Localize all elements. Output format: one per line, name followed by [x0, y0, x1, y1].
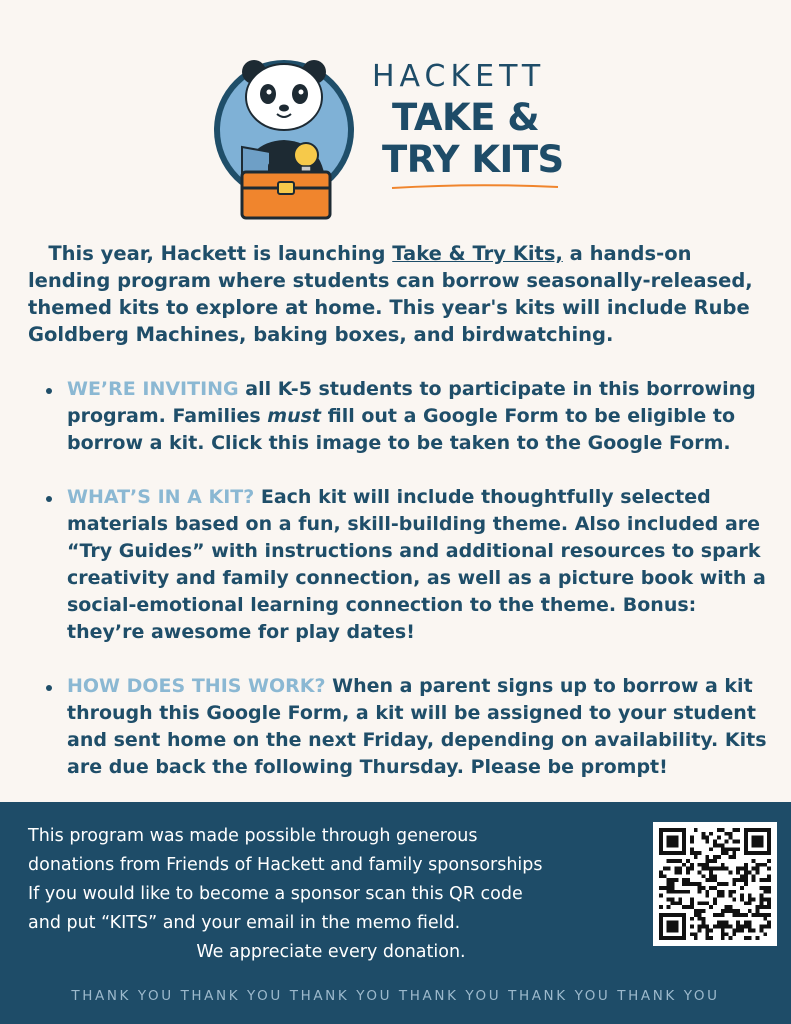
- brand-line-take: TAKE &: [392, 96, 540, 139]
- bullet-dot-icon: [46, 388, 52, 394]
- brand-line-hackett: HACKETT: [372, 59, 546, 94]
- bullet-heading: WE’RE INVITING: [67, 378, 239, 400]
- sponsor-footer: [0, 802, 791, 1024]
- bullet-heading: HOW DOES THIS WORK?: [67, 675, 326, 697]
- appreciation-line: We appreciate every donation.: [196, 942, 466, 962]
- bullet-text: fill out a Google Form to be eligible to borrow a kit. Click this image to be taken to the Google Form.: [67, 405, 736, 454]
- brand-title: [368, 58, 608, 180]
- sponsor-line: and put “KITS” and your email in the memo field.: [28, 913, 461, 933]
- sponsor-message: [28, 822, 634, 967]
- orange-underline-icon: [390, 182, 560, 192]
- take-try-kits-link[interactable]: Take & Try Kits,: [392, 242, 563, 265]
- bullet-emphasis: must: [267, 405, 321, 427]
- bullet-text: all K-5 students to participate in this borrowing program. Families: [67, 378, 756, 427]
- qr-code-icon[interactable]: [653, 822, 777, 946]
- bullet-text: When a parent signs up to borrow a kit through this Google Form, a kit will be assigned to your student and sent home on the next Friday, depending on availability. Kits are due back the following Thursday. Please be prompt!: [67, 675, 767, 778]
- bullet-dot-icon: [46, 685, 52, 691]
- bullet-list: [28, 376, 768, 781]
- sponsor-line: This program was made possible through generous: [28, 826, 478, 846]
- bullet-how-it-works: [28, 673, 768, 781]
- intro-text-1: This year, Hackett is launching: [48, 242, 393, 265]
- sponsor-line: If you would like to become a sponsor scan this QR code: [28, 884, 523, 904]
- intro-paragraph: [28, 240, 768, 348]
- bullet-text: Each kit will include thoughtfully selected materials based on a fun, skill-building theme. Also included are “Try Guides” with instructions and additional resources to spark creativity and family connection, as well as a picture book with a social-emotional learning connection to the theme. Bonus: they’re awesome for play dates!: [67, 486, 766, 643]
- bullet-inviting[interactable]: [28, 376, 768, 457]
- brand-line-try-kits: TRY KITS: [382, 138, 564, 181]
- bullet-dot-icon: [46, 496, 52, 502]
- intro-text-2: a hands-on lending program where students can borrow seasonally-released, themed kits to explore at home. This year's kits will include Rube Goldberg Machines, baking boxes, and birdwatching.: [28, 242, 753, 346]
- panda-logo-icon: [212, 52, 362, 222]
- sponsor-line: donations from Friends of Hackett and family sponsorships: [28, 855, 543, 875]
- bullet-heading: WHAT’S IN A KIT?: [67, 486, 255, 508]
- bullet-whats-in-kit: [28, 484, 768, 646]
- thank-you-banner: THANK YOU THANK YOU THANK YOU THANK YOU THANK YOU THANK YOU: [71, 988, 720, 1004]
